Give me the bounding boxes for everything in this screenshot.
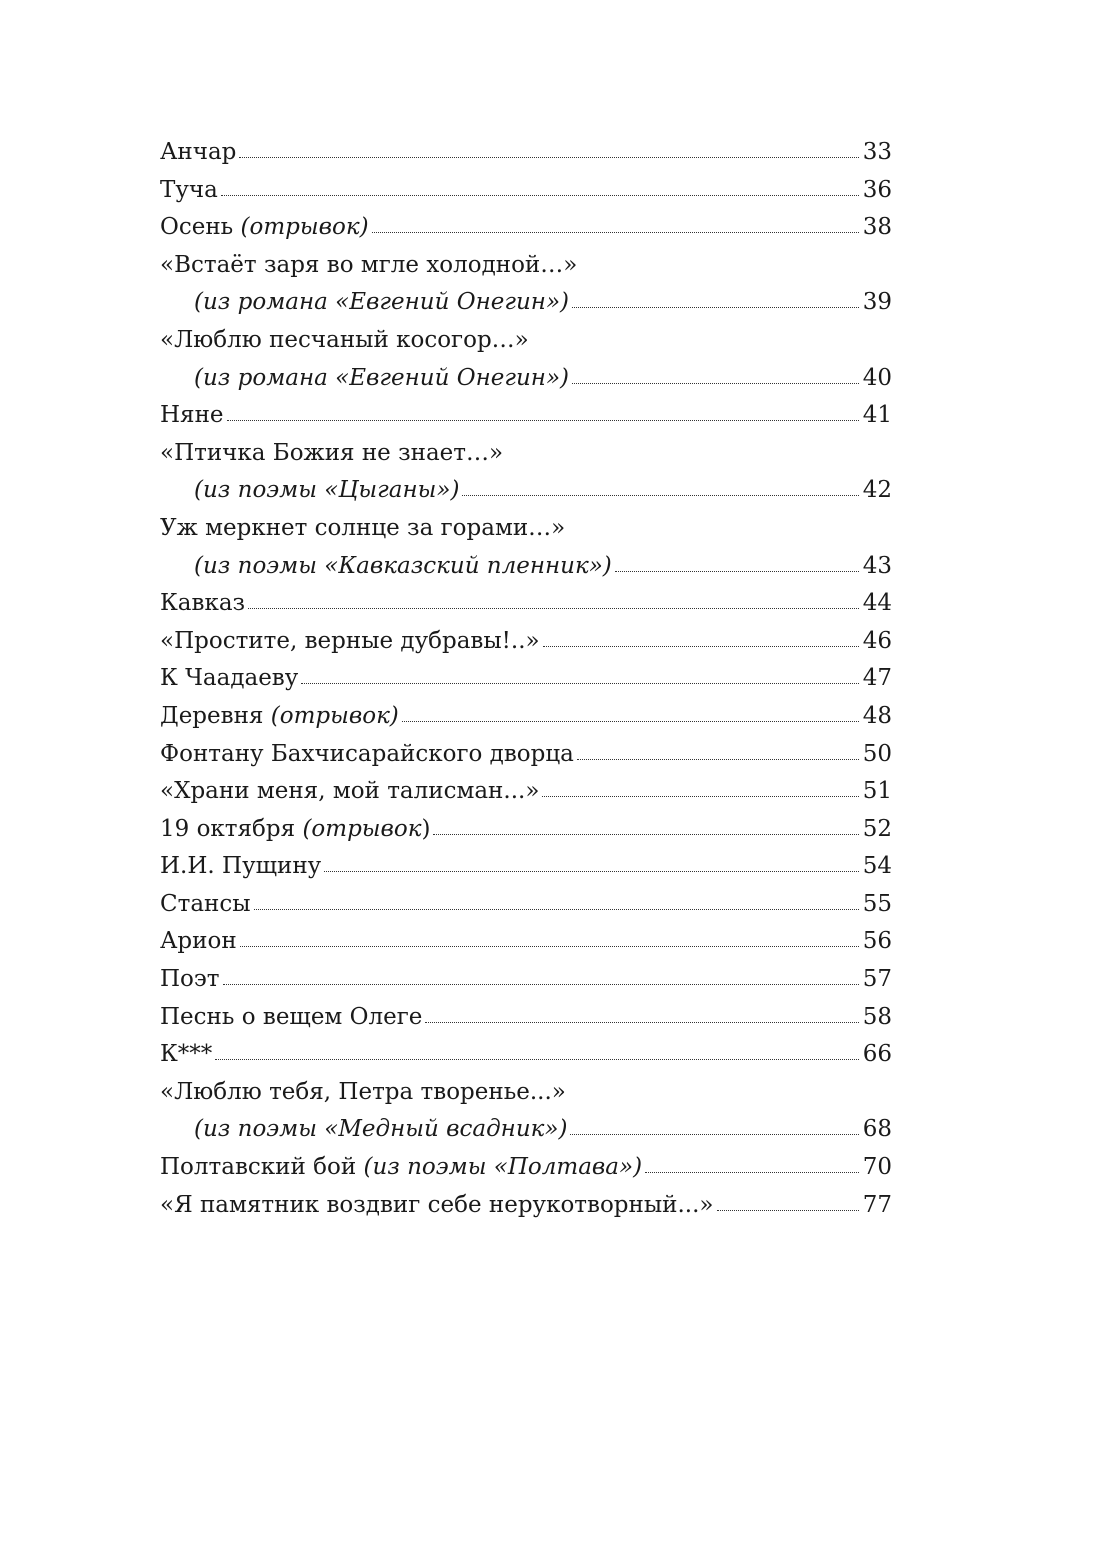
toc-title-note: (из поэмы «Медный всадник»)	[194, 1116, 568, 1143]
toc-page-number: 42	[862, 477, 892, 504]
toc-title-text: «Простите, верные дубравы!..»	[160, 627, 540, 654]
toc-entry	[160, 848, 892, 886]
toc-page-number: 52	[862, 815, 892, 842]
dot-leader	[570, 1134, 859, 1135]
toc-page-number: 38	[862, 214, 892, 241]
dot-leader	[239, 157, 859, 158]
toc-title-note: (из поэмы «Цыганы»)	[194, 477, 460, 504]
toc-entry	[160, 472, 892, 510]
toc-entry-title	[160, 923, 237, 961]
toc-entry-title	[160, 623, 540, 661]
dot-leader	[221, 195, 859, 196]
dot-leader	[615, 571, 859, 572]
toc-entry-title	[160, 435, 503, 473]
toc-entry-title	[160, 698, 399, 736]
toc-page-number: 40	[862, 364, 892, 391]
toc-entry	[160, 284, 892, 322]
dot-leader	[433, 834, 859, 835]
dot-leader	[572, 307, 859, 308]
toc-entry	[160, 209, 892, 247]
dot-leader	[372, 232, 859, 233]
toc-entry	[160, 134, 892, 172]
dot-leader	[402, 721, 859, 722]
toc-entry	[160, 585, 892, 623]
toc-title-text: «Храни меня, мой талисман...»	[160, 778, 540, 805]
toc-title-text: Поэт	[160, 966, 220, 993]
toc-page-number: 54	[862, 853, 892, 880]
toc-page-number: 44	[862, 590, 892, 617]
toc-title-text: Кавказ	[160, 590, 246, 617]
toc-entry-title	[160, 510, 565, 548]
toc-title-text: «Встаёт заря во мгле холодной…»	[160, 251, 578, 278]
toc-title-tail: )	[421, 815, 431, 842]
toc-title-text: Няне	[160, 402, 224, 429]
dot-leader	[542, 796, 859, 797]
toc-title-text: Полтавский бой	[160, 1154, 364, 1181]
toc-entry	[160, 660, 892, 698]
toc-entry	[160, 172, 892, 210]
toc-entry-title	[194, 360, 569, 398]
toc-page-number: 56	[862, 928, 892, 955]
toc-entry	[160, 886, 892, 924]
toc-page-number: 43	[862, 552, 892, 579]
toc-title-note: (из романа «Евгений Онегин»)	[194, 364, 569, 391]
toc-title-text: «Люблю тебя, Петра творенье...»	[160, 1078, 566, 1105]
toc-entry-title	[160, 886, 251, 924]
toc-page-number: 68	[862, 1116, 892, 1143]
toc-page-number: 77	[862, 1191, 892, 1218]
toc-title-text: «Люблю песчаный косогор…»	[160, 326, 529, 353]
toc-title-text: Деревня	[160, 702, 271, 729]
toc-entry-title	[160, 172, 218, 210]
toc-entry-title	[160, 247, 577, 285]
dot-leader	[645, 1172, 859, 1173]
toc-page-number: 55	[862, 890, 892, 917]
toc-title-text: «Я памятник воздвиг себе нерукотворный...»	[160, 1191, 714, 1218]
toc-entry	[160, 322, 892, 360]
dot-leader	[572, 383, 859, 384]
toc-title-note: (отрывок	[302, 815, 422, 842]
toc-entry	[160, 397, 892, 435]
toc-entry-title	[194, 1111, 567, 1149]
toc-page-number: 66	[862, 1041, 892, 1068]
toc-page-number: 41	[862, 402, 892, 429]
toc-title-text: Песнь о вещем Олеге	[160, 1003, 423, 1030]
toc-page-number: 47	[862, 665, 892, 692]
toc-entry-title	[160, 848, 321, 886]
dot-leader	[717, 1210, 859, 1211]
toc-entry-title	[160, 736, 574, 774]
toc-entry	[160, 435, 892, 473]
toc-entry	[160, 923, 892, 961]
toc-entry-title	[160, 1074, 566, 1112]
toc-entry-title	[160, 961, 220, 999]
dot-leader	[215, 1059, 859, 1060]
toc-entry-title	[160, 585, 245, 623]
toc-entry	[160, 510, 892, 548]
dot-leader	[254, 909, 859, 910]
toc-title-text: Фонтану Бахчисарайского дворца	[160, 740, 574, 767]
toc-page-number: 46	[862, 627, 892, 654]
toc-page-number: 50	[862, 740, 892, 767]
toc-page-number: 36	[862, 176, 892, 203]
toc-page-number: 70	[862, 1154, 892, 1181]
toc-entry-title	[160, 209, 369, 247]
toc-entry	[160, 623, 892, 661]
toc-page-number: 57	[862, 966, 892, 993]
toc-page-number: 51	[862, 778, 892, 805]
toc-entry	[160, 1149, 892, 1187]
toc-entry-title	[160, 1036, 212, 1074]
toc-title-text: Арион	[160, 928, 237, 955]
dot-leader	[227, 420, 859, 421]
dot-leader	[324, 871, 859, 872]
toc-entry	[160, 548, 892, 586]
toc-title-text: И.И. Пущину	[160, 853, 322, 880]
toc-page-number: 48	[862, 702, 892, 729]
toc-entry	[160, 1111, 892, 1149]
toc-title-text: Туча	[160, 176, 218, 203]
toc-entry-title	[194, 472, 459, 510]
toc-entry-title	[194, 548, 612, 586]
toc-title-note: (из романа «Евгений Онегин»)	[194, 289, 569, 316]
toc-title-text: Стансы	[160, 890, 251, 917]
toc-entry	[160, 360, 892, 398]
toc-entry-title	[160, 1187, 714, 1225]
toc-page-number: 33	[862, 139, 892, 165]
toc-entry	[160, 1036, 892, 1074]
toc-entry	[160, 736, 892, 774]
toc-entry-title	[160, 811, 430, 849]
toc-entry-title	[194, 284, 569, 322]
table-of-contents	[160, 134, 892, 1224]
dot-leader	[543, 646, 859, 647]
toc-title-text: «Птичка Божия не знает…»	[160, 439, 504, 466]
toc-title-text: К Чаадаеву	[160, 665, 299, 692]
toc-entry	[160, 1074, 892, 1112]
toc-entry-title	[160, 999, 422, 1037]
toc-entry-title	[160, 1149, 642, 1187]
toc-title-note: (из поэмы «Кавказский пленник»)	[194, 552, 612, 579]
dot-leader	[240, 946, 859, 947]
toc-entry-title	[160, 322, 529, 360]
toc-entry	[160, 773, 892, 811]
toc-entry	[160, 698, 892, 736]
toc-entry	[160, 247, 892, 285]
toc-title-text: Анчар	[160, 139, 237, 165]
toc-entry-title	[160, 397, 224, 435]
toc-title-text: Уж меркнет солнце за горами…»	[160, 514, 566, 541]
toc-title-note: (отрывок)	[270, 702, 399, 729]
dot-leader	[301, 683, 859, 684]
toc-title-note: (отрывок)	[240, 214, 369, 241]
toc-entry-title	[160, 773, 539, 811]
toc-entry-title	[160, 134, 236, 172]
toc-title-text: Осень	[160, 214, 241, 241]
toc-entry	[160, 999, 892, 1037]
toc-title-text: К***	[160, 1041, 213, 1068]
toc-entry	[160, 961, 892, 999]
dot-leader	[425, 1022, 859, 1023]
dot-leader	[577, 759, 859, 760]
dot-leader	[462, 495, 859, 496]
toc-title-note: (из поэмы «Полтава»)	[363, 1154, 643, 1181]
toc-title-text: 19 октября	[160, 815, 303, 842]
toc-entry	[160, 811, 892, 849]
toc-page-number: 39	[862, 289, 892, 316]
toc-page-number: 58	[862, 1003, 892, 1030]
toc-entry	[160, 1187, 892, 1225]
dot-leader	[248, 608, 859, 609]
dot-leader	[223, 984, 859, 985]
toc-entry-title	[160, 660, 298, 698]
